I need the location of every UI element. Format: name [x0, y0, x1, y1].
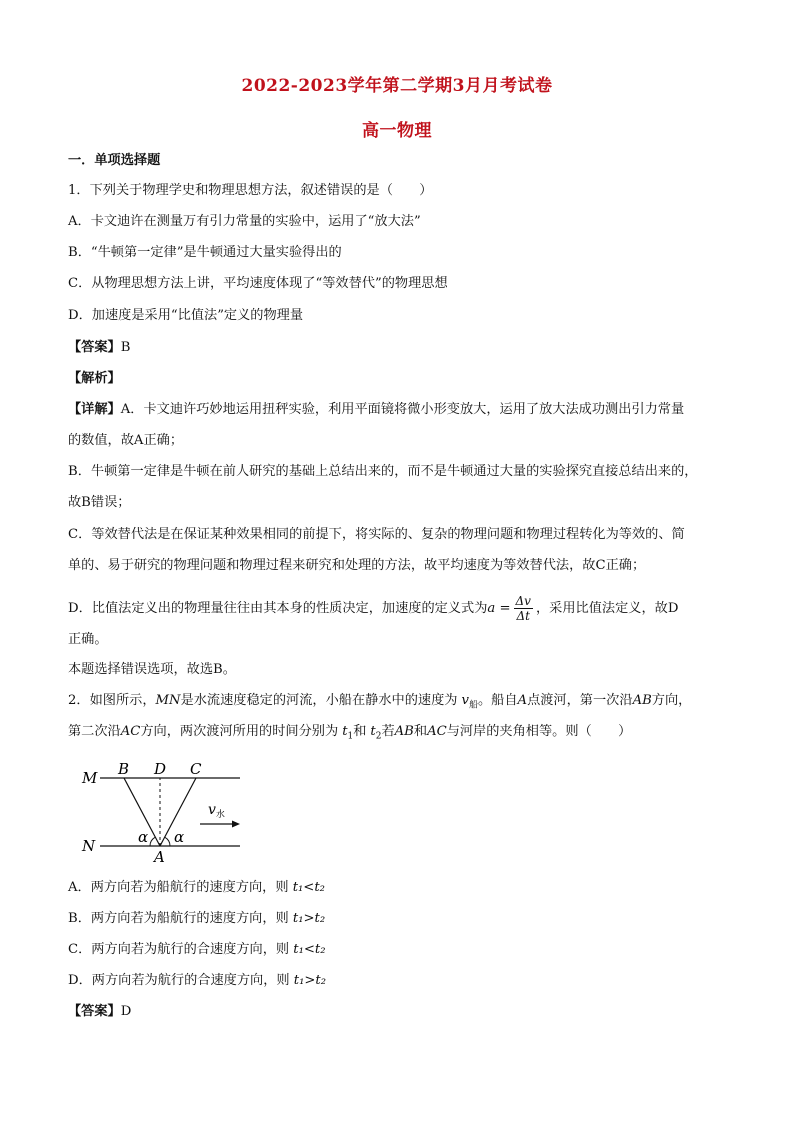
label-n: N — [82, 837, 96, 855]
option-relation: t₁<t₂ — [293, 942, 326, 957]
q2-text: 与河岸的夹角相等。则（ ） — [446, 724, 632, 739]
angle-arc-left — [150, 837, 155, 846]
q2-text: 和 — [413, 724, 428, 739]
q1-detail-d-line2: 正确。 — [68, 632, 108, 647]
q1-option-a: A．卡文迪许在测量万有引力常量的实验中，运用了“放大法” — [68, 214, 421, 229]
q2-stem-line2 — [68, 723, 728, 746]
q2-text: 点渡河，第一次沿 — [527, 693, 633, 708]
q2-mn: MN — [155, 693, 181, 708]
label-alpha-left: α — [138, 828, 149, 846]
q2-text: 。船自 — [477, 693, 518, 708]
q1-detail-b-line1: B．牛顿第一定律是牛顿在前人研究的基础上总结出来的，而不是牛顿通过大量的实验探究直接总结出来的， — [68, 464, 698, 479]
q2-text: 方向，两次渡河所用的时间分别为 — [140, 724, 339, 739]
q2-ab: AB — [632, 693, 652, 708]
q1-analysis-tag — [68, 370, 728, 388]
section-heading: 一．单项选择题 — [68, 153, 161, 168]
q1-detail-c-line1: C．等效替代法是在保证某种效果相同的前提下，将实际的、复杂的物理问题和物理过程转化为等效的、简 — [68, 527, 685, 542]
q1-answer — [68, 339, 728, 357]
detail-a-text: A．卡文迪许巧妙地运用扭秤实验，利用平面镜将微小形变放大，运用了放大法成功测出引力常量 — [120, 402, 685, 417]
option-text: D．两方向若为航行的合速度方向，则 — [68, 973, 294, 988]
q2-option-c — [68, 941, 728, 959]
formula-denominator: Δt — [516, 609, 530, 623]
option-relation: t₁<t₂ — [292, 880, 325, 895]
analysis-tag: 【解析】 — [68, 371, 121, 386]
label-a: A — [154, 848, 165, 866]
q2-stem-line1 — [68, 692, 728, 715]
q2-option-a — [68, 879, 728, 897]
q2-option-d — [68, 972, 728, 990]
q1-option-b: B．“牛顿第一定律”是牛顿通过大量实验得出的 — [68, 245, 342, 260]
q2-text: 方向， — [651, 693, 692, 708]
exam-subject: 高一物理 — [362, 121, 432, 141]
label-alpha-right: α — [174, 828, 185, 846]
q2-ac: AC — [120, 724, 141, 739]
detail-d-tail: ，采用比值法定义，故D — [535, 601, 679, 616]
label-v: v — [208, 802, 216, 818]
label-v-sub: 水 — [215, 810, 225, 820]
q2-ac: AC — [427, 724, 447, 739]
q2-ab: AB — [394, 724, 414, 739]
formula-lhs: a = — [487, 601, 511, 616]
q1-option-c: C．从物理思想方法上讲，平均速度体现了“等效替代”的物理思想 — [68, 276, 448, 291]
q2-v-boat: v — [461, 693, 469, 708]
flow-arrow-head — [232, 821, 240, 828]
q2-text: 第二次沿 — [68, 724, 121, 739]
q2-v-boat-sub: 船 — [468, 700, 478, 711]
q2-answer — [68, 1003, 728, 1021]
q1-detail-d-line1 — [68, 590, 728, 628]
answer-value: D — [120, 1004, 132, 1019]
option-relation: t₁>t₂ — [293, 973, 326, 988]
option-text: A．两方向若为船航行的速度方向，则 — [68, 880, 293, 895]
detail-d-text: D．比值法定义出的物理量往往由其本身的性质决定，加速度的定义式为 — [68, 601, 488, 616]
formula-numerator: Δv — [515, 594, 531, 608]
option-text: B．两方向若为船航行的速度方向，则 — [68, 911, 293, 926]
q1-detail-b-line2: 故B错误； — [68, 495, 131, 510]
river-crossing-figure — [78, 756, 248, 866]
q2-option-b — [68, 910, 728, 928]
answer-value: B — [120, 340, 131, 355]
q2-t2-sub: 2 — [375, 731, 382, 742]
q1-conclusion: 本题选择错误选项，故选B。 — [68, 662, 236, 677]
label-b: B — [118, 760, 130, 778]
angle-arc-right — [165, 837, 170, 846]
q1-option-d: D．加速度是采用“比值法”定义的物理量 — [68, 308, 304, 323]
formula-fraction — [514, 594, 533, 623]
q2-text: 和 — [353, 724, 367, 739]
q2-text: 2．如图所示， — [68, 693, 156, 708]
answer-tag: 【答案】 — [68, 340, 121, 355]
q2-point-a: A — [517, 693, 528, 708]
q2-text: 是水流速度稳定的河流，小船在静水中的速度为 — [180, 693, 458, 708]
q1-detail-a-line2: 的数值，故A正确； — [68, 433, 184, 448]
q2-t1: t — [342, 724, 348, 739]
label-d: D — [154, 760, 167, 778]
exam-title: 2022-2023学年第二学期3月月考试卷 — [241, 76, 553, 96]
q2-t1-sub: 1 — [347, 731, 354, 742]
q2-text: 若 — [381, 724, 395, 739]
answer-tag: 【答案】 — [68, 1004, 121, 1019]
q1-stem: 1．下列关于物理学史和物理思想方法，叙述错误的是（ ） — [68, 183, 433, 198]
detail-tag: 【详解】 — [68, 402, 121, 417]
label-c: C — [190, 760, 202, 778]
q2-t2: t — [370, 724, 376, 739]
option-text: C．两方向若为航行的合速度方向，则 — [68, 942, 294, 957]
q1-detail-a-line1 — [68, 401, 728, 419]
label-m: M — [82, 769, 98, 787]
q1-detail-c-line2: 单的、易于研究的物理问题和物理过程来研究和处理的方法，故平均速度为等效替代法，故C正确； — [68, 558, 646, 573]
label-v-water — [208, 802, 225, 820]
option-relation: t₁>t₂ — [292, 911, 326, 926]
